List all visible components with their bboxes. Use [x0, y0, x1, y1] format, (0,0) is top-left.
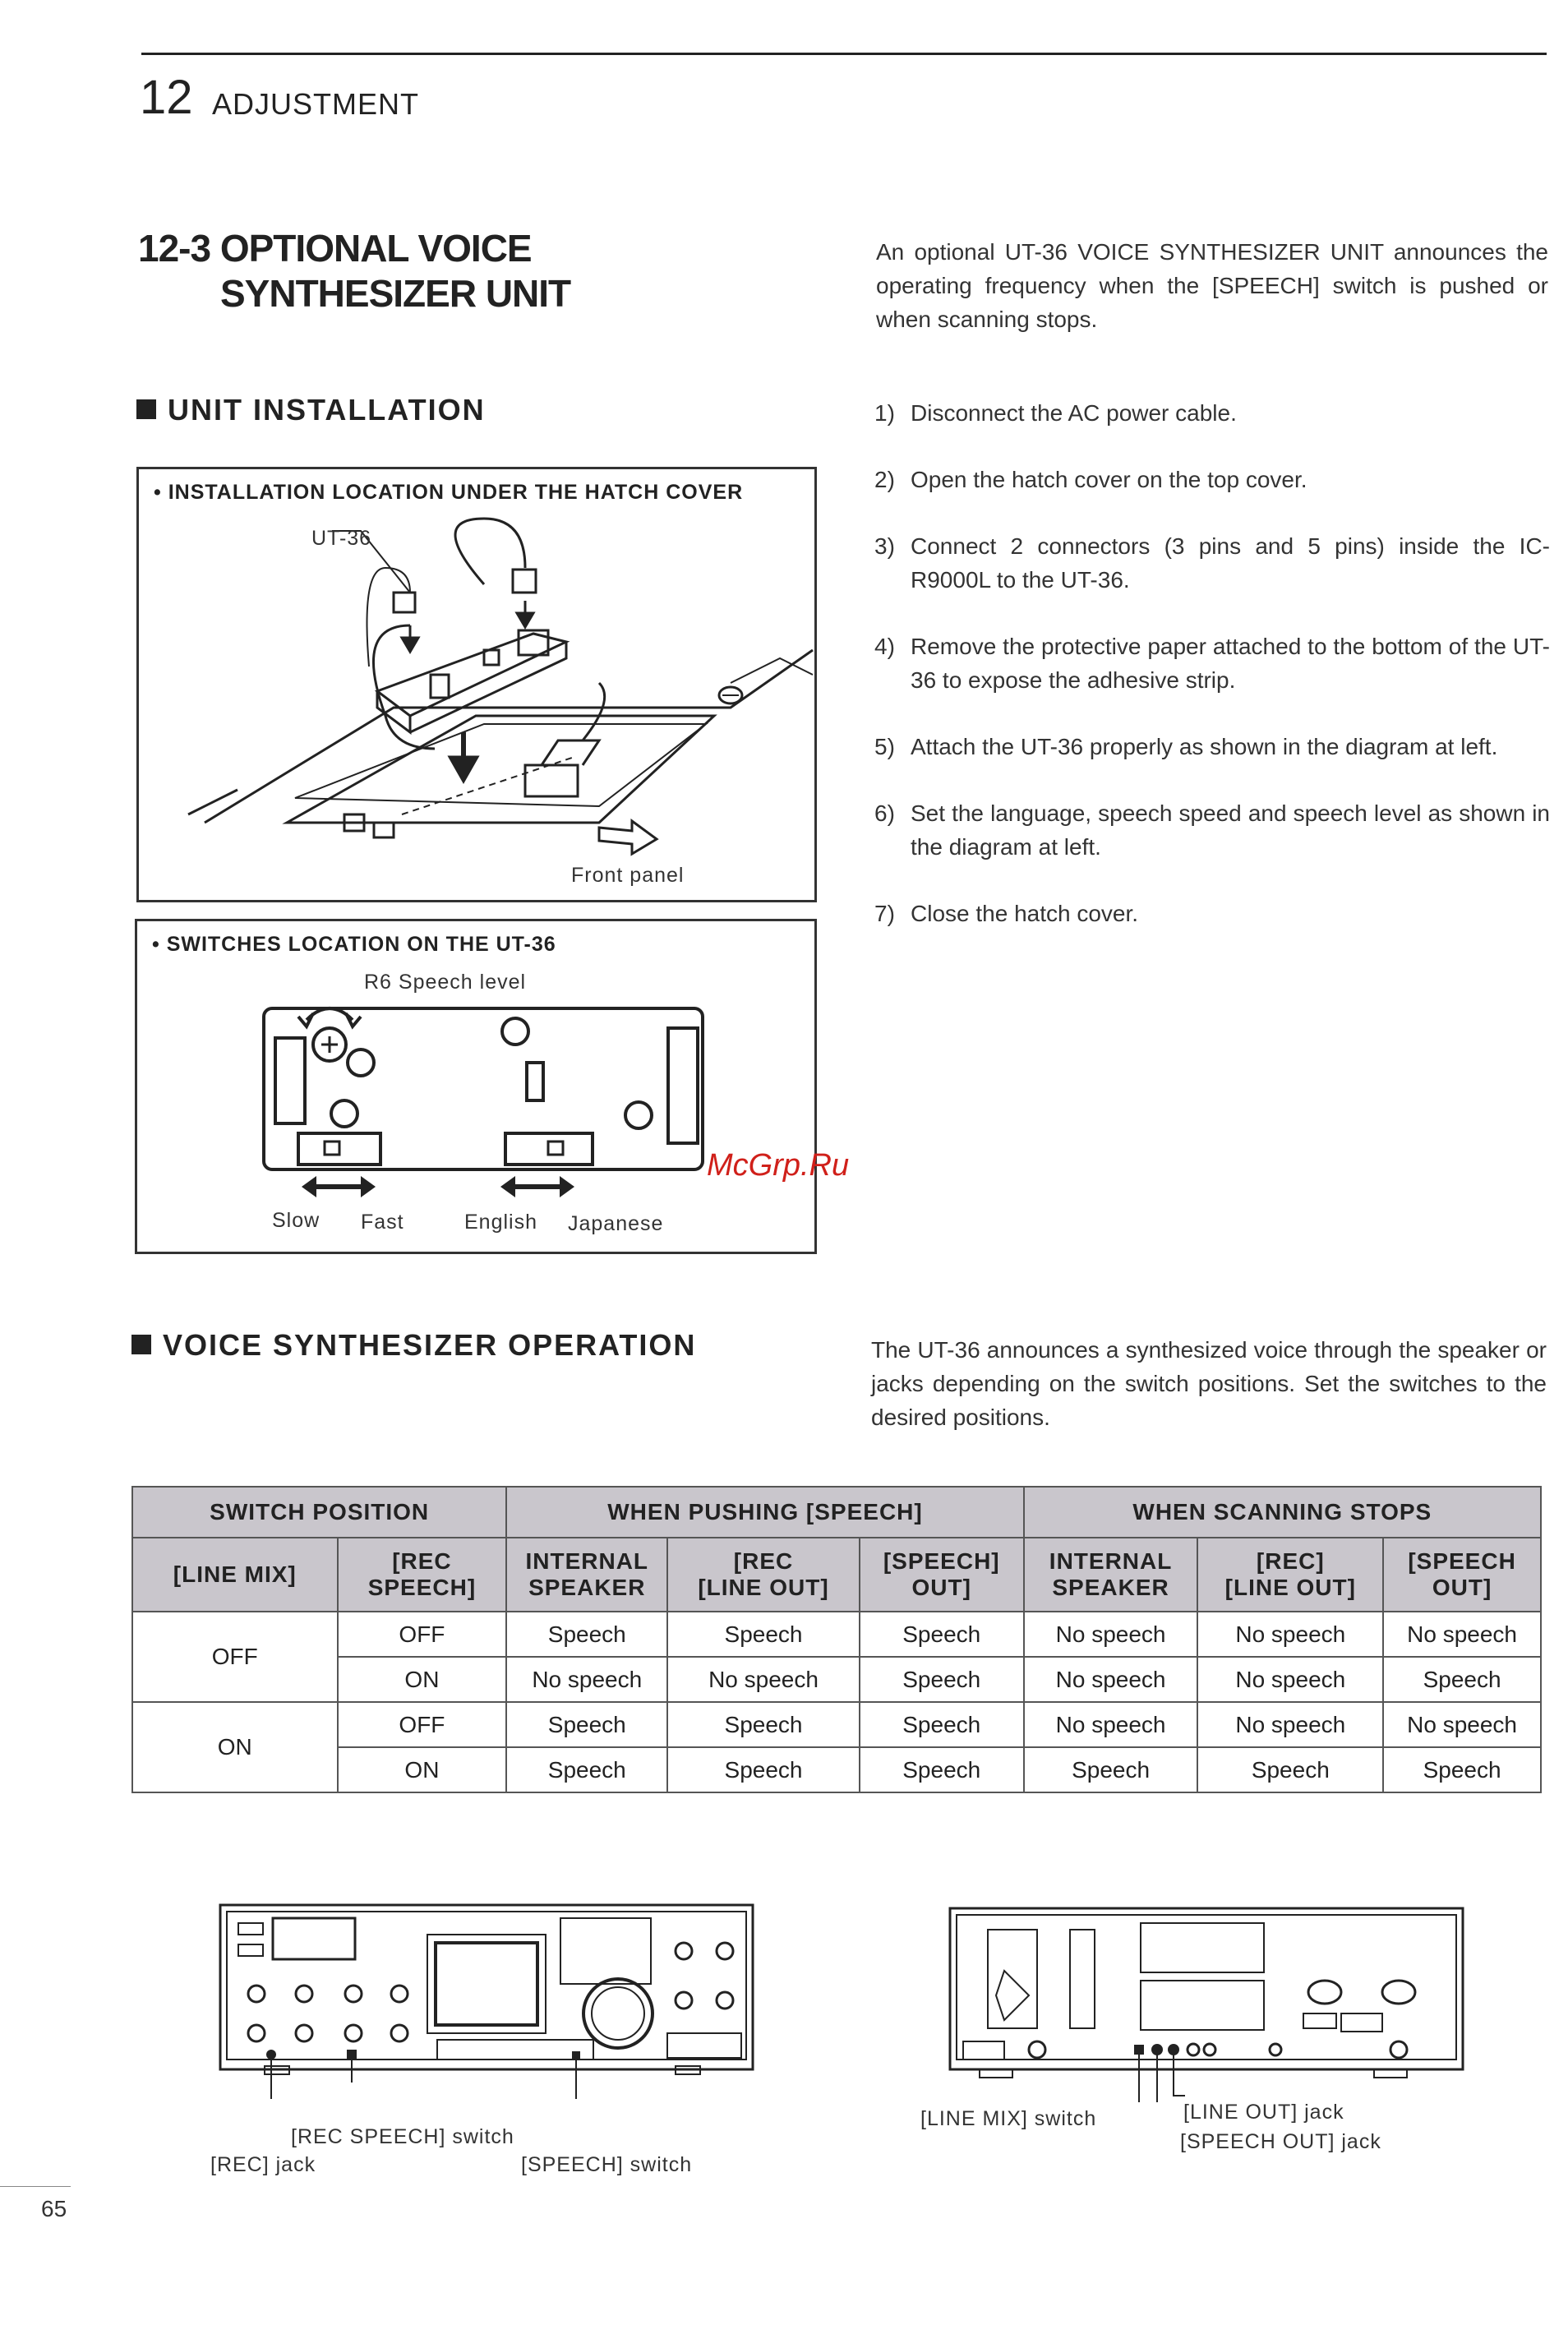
table-row [132, 1657, 1541, 1702]
table-cell: No speech [1024, 1702, 1198, 1747]
front-panel-illustration [215, 1902, 758, 2099]
installation-heading-text: UNIT INSTALLATION [168, 393, 486, 427]
step-6 [874, 796, 1550, 864]
table-cell: No speech [1197, 1702, 1383, 1747]
speech-switch-label: [SPEECH] switch [521, 2153, 693, 2176]
group-header-pushing-speech: WHEN PUSHING [SPEECH] [506, 1487, 1023, 1538]
sub-header-speech-out-scan [1383, 1538, 1541, 1612]
table-cell: Speech [1383, 1747, 1541, 1792]
table-cell: Speech [1383, 1657, 1541, 1702]
step-number: 2) [874, 467, 895, 492]
step-text: Remove the protective paper attached to the bottom of the UT-36 to expose the adhesive strip. [911, 634, 1550, 693]
square-bullet-icon [136, 399, 156, 419]
table-cell: No speech [506, 1657, 667, 1702]
step-number: 6) [874, 800, 895, 826]
english-label: English [464, 1211, 537, 1234]
table-cell: No speech [1197, 1612, 1383, 1657]
operation-heading-text: VOICE SYNTHESIZER OPERATION [163, 1328, 697, 1362]
japanese-label: Japanese [568, 1212, 664, 1235]
step-text: Set the language, speech speed and speech level as shown in the diagram at left. [911, 800, 1550, 860]
step-text: Disconnect the AC power cable. [911, 400, 1237, 426]
line-mix-cell: ON [132, 1702, 338, 1792]
operation-heading [131, 1328, 696, 1363]
sub-header-text: [SPEECH [1408, 1548, 1516, 1574]
chapter-title: ADJUSTMENT [212, 87, 419, 121]
table-cell: Speech [860, 1612, 1024, 1657]
sub-header-text: SPEAKER [1052, 1575, 1169, 1600]
sub-header-rec-line-out-scan [1197, 1538, 1383, 1612]
header-rule [141, 53, 1547, 55]
sub-header-speech-out [860, 1538, 1024, 1612]
table-row [132, 1702, 1541, 1747]
installation-diagram-box [136, 467, 817, 902]
step-5 [874, 730, 1550, 763]
installation-heading [136, 393, 486, 427]
step-3 [874, 529, 1550, 597]
sub-header-text: SPEECH] [367, 1575, 477, 1600]
group-header-switch-position: SWITCH POSITION [132, 1487, 506, 1538]
installation-illustration [139, 469, 814, 900]
sub-header-text: SPEAKER [528, 1575, 646, 1600]
sub-header-text: INTERNAL [525, 1548, 649, 1574]
rear-panel-illustration [947, 1905, 1466, 2102]
table-cell: Speech [667, 1702, 860, 1747]
sub-header-text: [REC [733, 1548, 794, 1574]
table-sub-header-row [132, 1538, 1541, 1612]
sub-header-text: [REC] [1256, 1548, 1325, 1574]
table-cell: No speech [667, 1657, 860, 1702]
square-bullet-icon [131, 1335, 151, 1354]
sub-header-text: [REC [392, 1548, 452, 1574]
step-1 [874, 396, 1550, 430]
table-cell: ON [338, 1747, 507, 1792]
step-number: 7) [874, 901, 895, 926]
sub-header-internal-speaker-scan [1024, 1538, 1198, 1612]
ut36-board-illustration [137, 921, 814, 1252]
step-text: Close the hatch cover. [911, 901, 1139, 926]
step-2 [874, 463, 1550, 496]
table-cell: Speech [860, 1702, 1024, 1747]
rec-speech-switch-label: [REC SPEECH] switch [291, 2125, 514, 2148]
sub-header-rec-speech [338, 1538, 507, 1612]
table-cell: Speech [860, 1747, 1024, 1792]
chapter-number: 12 [140, 71, 193, 124]
step-text: Open the hatch cover on the top cover. [911, 467, 1307, 492]
rec-jack-label: [REC] jack [210, 2153, 316, 2176]
front-panel-label: Front panel [571, 864, 685, 887]
slow-label: Slow [272, 1209, 321, 1232]
table-group-header-row [132, 1487, 1541, 1538]
table-cell: Speech [506, 1747, 667, 1792]
step-text: Connect 2 connectors (3 pins and 5 pins) inside the IC-R9000L to the UT-36. [911, 533, 1550, 593]
sub-header-text: [LINE MIX] [173, 1561, 297, 1587]
sub-header-line-mix [132, 1538, 338, 1612]
watermark: McGrp.Ru [707, 1148, 850, 1183]
line-out-jack-label: [LINE OUT] jack [1183, 2101, 1344, 2124]
table-cell: Speech [1024, 1747, 1198, 1792]
line-mix-cell: OFF [132, 1612, 338, 1702]
page-number: 65 [41, 2196, 67, 2221]
table-row [132, 1747, 1541, 1792]
table-cell: No speech [1383, 1612, 1541, 1657]
section-title-line1: 12-3 OPTIONAL VOICE [138, 227, 532, 270]
installation-steps [874, 396, 1550, 963]
table-cell: Speech [1197, 1747, 1383, 1792]
intro-paragraph: An optional UT-36 VOICE SYNTHESIZER UNIT announces the operating frequency when the [SPEECH] switch is pushed or when scanning stops. [876, 239, 1548, 332]
sub-header-rec-line-out [667, 1538, 860, 1612]
step-text: Attach the UT-36 properly as shown in the diagram at left. [911, 734, 1498, 759]
operation-description: The UT-36 announces a synthesized voice through the speaker or jacks depending on the switch positions. Set the switches to the desired positions. [871, 1337, 1547, 1430]
ut36-label: UT-36 [311, 527, 372, 550]
table-cell: Speech [860, 1657, 1024, 1702]
step-7 [874, 897, 1550, 930]
sub-header-text: [LINE OUT] [698, 1575, 829, 1600]
table-cell: No speech [1197, 1657, 1383, 1702]
switches-diagram-caption: • SWITCHES LOCATION ON THE UT-36 [152, 933, 556, 956]
group-header-scanning-stops: WHEN SCANNING STOPS [1024, 1487, 1541, 1538]
table-cell: Speech [506, 1702, 667, 1747]
step-number: 3) [874, 533, 895, 559]
sub-header-internal-speaker [506, 1538, 667, 1612]
sub-header-text: OUT] [911, 1575, 971, 1600]
sub-header-text: [LINE OUT] [1224, 1575, 1356, 1600]
table-cell: Speech [667, 1612, 860, 1657]
sub-header-text: INTERNAL [1049, 1548, 1173, 1574]
step-4 [874, 630, 1550, 697]
installation-diagram-caption: • INSTALLATION LOCATION UNDER THE HATCH COVER [154, 481, 744, 504]
table-cell: No speech [1024, 1657, 1198, 1702]
sub-header-text: [SPEECH] [883, 1548, 1000, 1574]
table-cell: OFF [338, 1702, 507, 1747]
fast-label: Fast [361, 1211, 404, 1234]
step-number: 5) [874, 734, 895, 759]
switch-operation-table [131, 1486, 1542, 1793]
section-title-line2: SYNTHESIZER UNIT [220, 272, 571, 315]
table-cell: Speech [667, 1747, 860, 1792]
table-cell: ON [338, 1657, 507, 1702]
sub-header-text: OUT] [1432, 1575, 1492, 1600]
step-number: 1) [874, 400, 895, 426]
table-cell: Speech [506, 1612, 667, 1657]
table-row [132, 1612, 1541, 1657]
table-cell: No speech [1383, 1702, 1541, 1747]
table-cell: OFF [338, 1612, 507, 1657]
r6-speech-level-label: R6 Speech level [364, 971, 527, 994]
step-number: 4) [874, 634, 895, 659]
page-number-rule [0, 2186, 71, 2187]
switches-diagram-box [135, 919, 817, 1254]
speech-out-jack-label: [SPEECH OUT] jack [1180, 2130, 1381, 2153]
line-mix-switch-label: [LINE MIX] switch [920, 2107, 1097, 2130]
table-cell: No speech [1024, 1612, 1198, 1657]
